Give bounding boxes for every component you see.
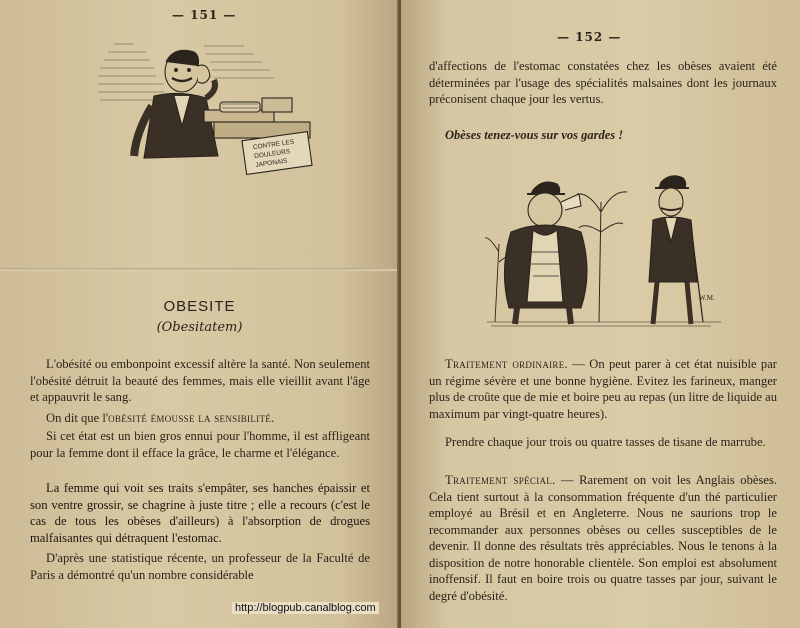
paragraph-3-text: Si cet état est un bien gros ennui pour l'homme, il est affligeant pour la femme dont il efface la grâce, le charme et l'élégance. (30, 429, 370, 460)
paragraph-2-lead: On dit que l' (46, 411, 109, 425)
man-with-earache-illustration (94, 36, 326, 176)
paragraph-2 (30, 410, 370, 427)
two-gentlemen-illustration (481, 172, 731, 332)
section-subtitle: (Obesitatem) (156, 320, 243, 335)
treatment-ordinary-text-2: Prendre chaque jour trois ou quatre tasses de tisane de marrube. (445, 435, 766, 449)
treatment-ordinary-paragraph-2 (429, 434, 777, 451)
illustration-signature: W.M. (699, 294, 715, 302)
left-page (0, 0, 399, 628)
right-page-number: — 152 — (557, 30, 622, 44)
section-title: OBESITE (163, 298, 236, 315)
tin-label-line-1: CONTRE LES (252, 138, 295, 152)
treatment-special-paragraph (429, 472, 777, 604)
treatment-ordinary-label: Traitement ordinaire. (445, 357, 568, 371)
paragraph-3 (30, 428, 370, 461)
paragraph-1-text: L'obésité ou embonpoint excessif altère la santé. Non seulement l'obésité détruit la beauté des femmes, mais elle vieillit avant l'âge et appauvrit le sang. (30, 357, 370, 404)
slogan: Obèses tenez-vous sur vos gardes ! (445, 128, 624, 142)
page-fold (0, 268, 399, 271)
right-intro-text: d'affections de l'estomac constatées chez les obèses avaient été déterminées par l'usage des spécialités malsaines dont les journaux préconisent chaque jour les vertus. (429, 59, 777, 106)
treatment-special-text: — Rarement on voit les Anglais obèses. Cela tient surtout à la consommation fréquente d'un thé particulier employé au Brésil et en Angleterre. Nous ne saurions trop le recommander aux personnes obèses ou celles susceptibles de le devenir. Il donne des résultats très appréciables. Nous le tenons à la disposition de notre honorable clientèle. Son emploi est absolument inoffensif. Il faut en boire trois ou quatre tasses par jour, suivant le degré d'obésité. (429, 473, 778, 603)
right-page (401, 0, 800, 628)
paragraph-4-text: La femme qui voit ses traits s'empâter, ses hanches épaissir et son ventre grossir, se chagrine à juste titre ; elle a recours (c'est le cas de tous les obèses d'ailleurs) à l'absorption de drogues malfaisantes qui détraquent l'estomac. (30, 481, 370, 545)
left-page-number: — 151 — (172, 8, 237, 22)
paragraph-4 (30, 480, 370, 546)
paragraph-5-text: D'après une statistique récente, un professeur de la Faculté de Paris a démontré qu'un nombre considérable (30, 551, 370, 582)
paragraph-2-caps: obésité émousse la sensibilité. (108, 411, 275, 425)
tin-label-line-3: JAPONAIS (255, 157, 288, 170)
right-intro-paragraph (429, 58, 777, 108)
source-url[interactable]: http://blogpub.canalblog.com (232, 602, 379, 614)
paragraph-1 (30, 356, 370, 406)
treatment-special-label: Traitement spécial. (445, 473, 556, 487)
tin-label-line-2: DOULEURS (253, 148, 291, 161)
paragraph-5 (30, 550, 370, 583)
treatment-ordinary-text: — On peut parer à cet état nuisible par un régime sévère et une bonne hygiène. Evitez les farineux, manger plus de croûte que de mie et boire peu au repas (un litre de liquide au maximum par vingt-quatre heures). (429, 357, 777, 421)
treatment-ordinary-paragraph (429, 356, 777, 422)
